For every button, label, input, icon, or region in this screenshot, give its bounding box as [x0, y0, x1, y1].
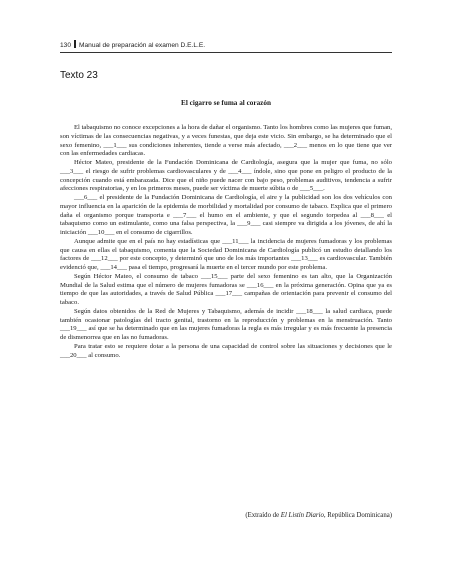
- book-title: Manual de preparación al examen D.E.L.E.: [79, 42, 206, 49]
- article-body: [60, 124, 392, 360]
- header-rule: [60, 52, 392, 53]
- paragraph-4: Aunque admite que en el país no hay estadísticas que ___11___ la incidencia de mujeres fumadoras y los problemas que causa en ellas el tabaquismo, comenta que la Sociedad Dominicana de Cardiología publicó un estudio detallando los factores de ___12___ por este concepto, y determinó que uno de los más importantes ___13___ es cardiovascular. También evidenció que, ___14___ pasa el tiempo, progresará la muerte en el tercer mundo por este problema.: [60, 237, 392, 271]
- section-heading: Texto 23: [60, 70, 98, 81]
- paragraph-2: Héctor Mateo, presidente de la Fundación Dominicana de Cardiología, asegura que la mujer que fuma, no sólo ___3___ el riesgo de sufrir problemas cardiovasculares y de ___4___ índole, sino que pone en peligro el producto de la concepción cuando está embarazada. Dice que el niño puede nacer con bajo peso, problemas auditivos, tendencia a sufrir afecciones respiratorias, y en los primeros meses, puede ser víctima de muerte súbita o de ___5___.: [60, 159, 392, 193]
- paragraph-3: ___6___ el presidente de la Fundación Dominicana de Cardiología, el aire y la publicidad son los dos vehículos con mayor influencia en la aparición de la epidemia de morbilidad y mortalidad por consumo de tabaco. Explica que el primero daña el organismo porque transporta e ___7___ el humo en el ambiente, y que el segundo torpedea al ___8___ el tabaquismo como un estimulante, como una falsa perspectiva, la ___9___ casi siempre va dirigida a los jóvenes, de ahí la iniciación ___10___ en el consumo de cigarrillos.: [60, 194, 392, 236]
- source-citation: [60, 512, 392, 519]
- paragraph-1: El tabaquismo no conoce excepciones a la hora de dañar el organismo. Tanto los hombres como las mujeres que fuman, son víctimas de las consecuencias negativas, y a veces funestas, que deja este vicio. Sin embargo, se ha determinado que el sexo femenino, ___1___ sus condiciones inherentes, tiende a verse más afectado, ___2___ menos en lo que tiene que ver con las enfermedades cardiacas.: [60, 124, 392, 158]
- paragraph-5: Según Héctor Mateo, el consumo de tabaco ___15___ parte del sexo femenino es tan alto, que la Organización Mundial de la Salud estima que el número de mujeres fumadoras se ___16___ en la próxima generación. Opina que ya es tiempo de que las autoridades, a través de Salud Pública ___17___ campañas de orientación para prevenir el consumo del tabaco.: [60, 272, 392, 306]
- article-title: El cigarro se fuma al corazón: [181, 99, 271, 107]
- running-header: [60, 40, 205, 49]
- source-suffix: , República Dominicana): [323, 512, 392, 519]
- paragraph-7: Para tratar esto se requiere dotar a la persona de una capacidad de control sobre las situaciones y decisiones que le ___20___ al consumo.: [60, 342, 392, 359]
- page-number: 130: [60, 42, 72, 49]
- source-publication: El Listín Diario: [280, 512, 324, 519]
- paragraph-6: Según datos obtenidos de la Red de Mujeres y Tabaquismo, además de incidir ___18___ la salud cardiaca, puede también ocasionar patologías del tracto genital, trastorno en la reproducción y problemas en la menstruación. Tanto ___19___ así que se ha determinado que en las mujeres fumadoras la regla es más irregular y es más frecuente la presencia de dismenorrea que en las no fumadoras.: [60, 307, 392, 341]
- source-prefix: (Extraído de: [245, 512, 281, 519]
- header-divider: [74, 40, 76, 48]
